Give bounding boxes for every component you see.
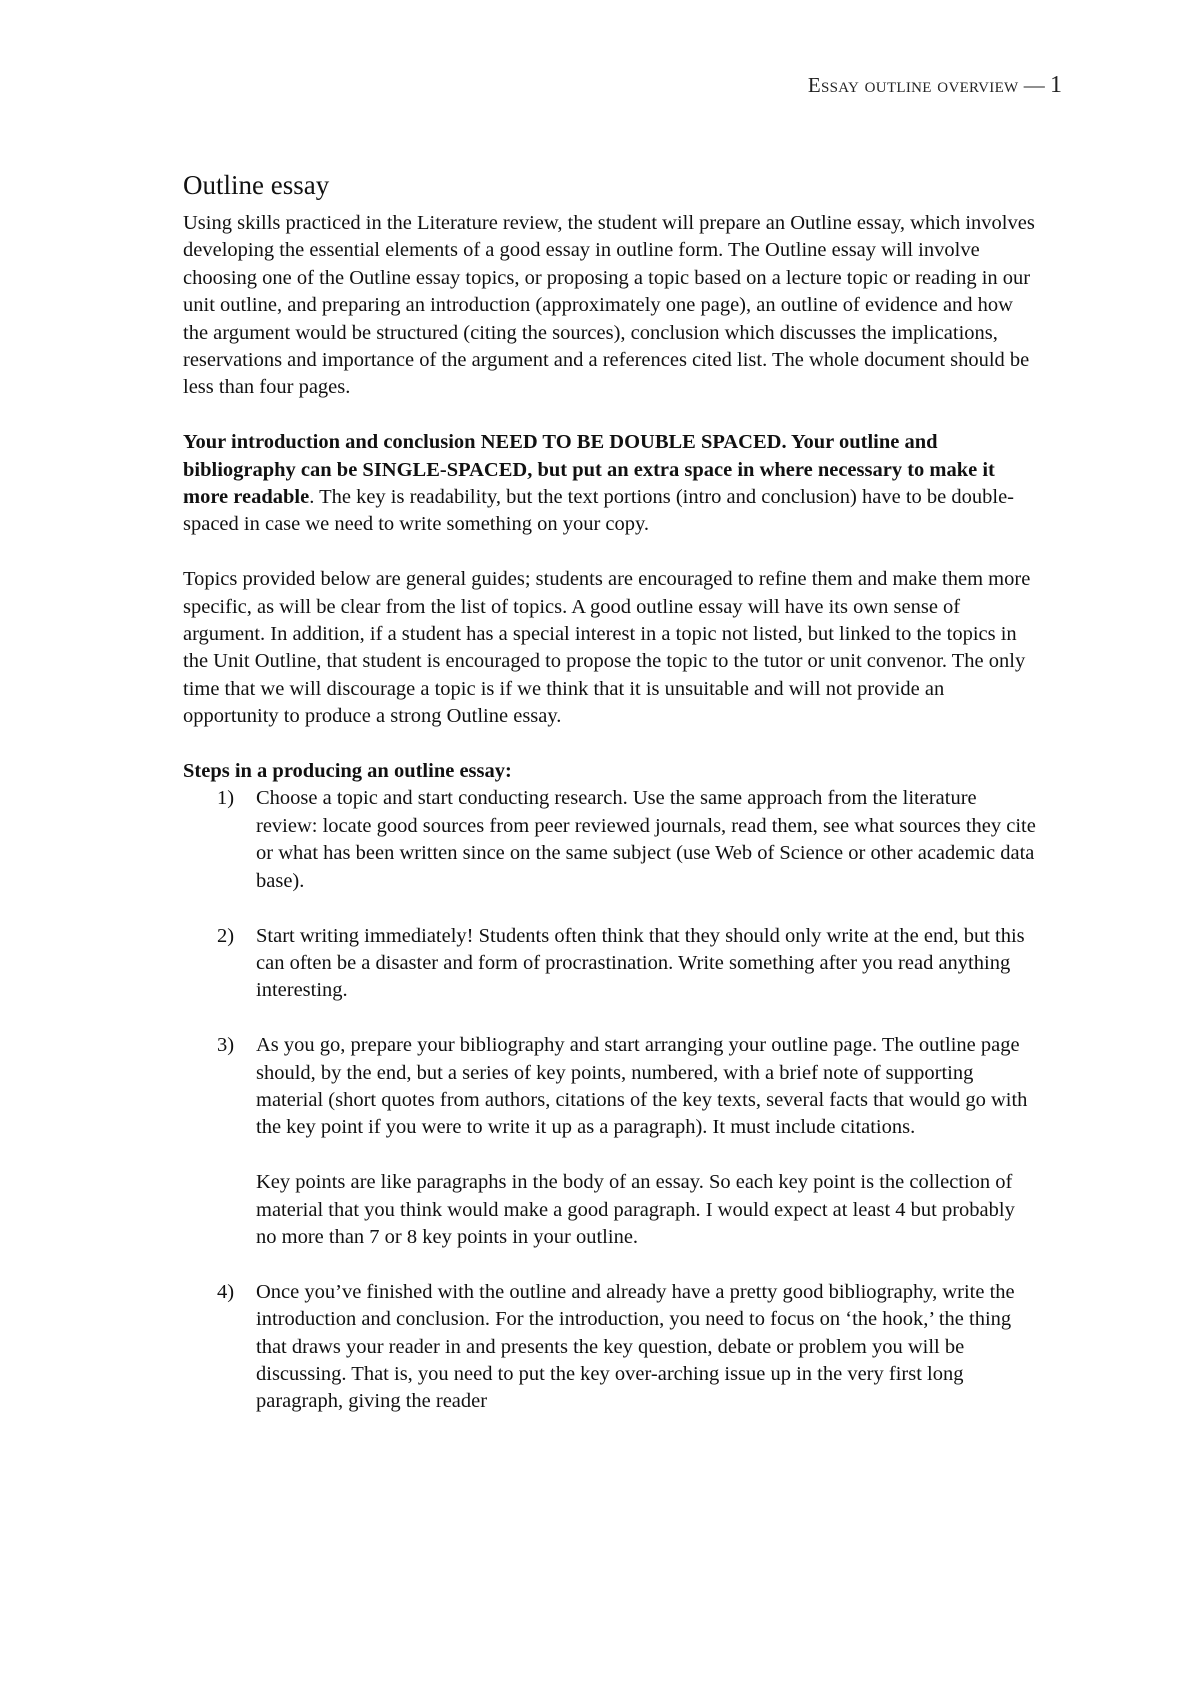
document-body <box>183 168 1037 1443</box>
running-header-title: Essay outline overview <box>807 73 1019 97</box>
step-paragraph: As you go, prepare your bibliography and start arranging your outline page. The outline page should, by the end, but a series of key points, numbered, with a brief note of supporting material (short quotes from authors, citations of the key texts, several facts that would go with the key point if you were to write it up as a paragraph). It must include citations. <box>256 1034 1028 1139</box>
topics-paragraph: Topics provided below are general guides; students are encouraged to refine them and make them more specific, as will be clear from the list of topics. A good outline essay will have its own sense of argument. In addition, if a student has a special interest in a topic not listed, but linked to the topics in the Unit Outline, that student is encouraged to propose the topic to the tutor or unit convenor. The only time that we will discourage a topic is if we think that it is unsuitable and will not provide an opportunity to produce a strong Outline essay. <box>183 568 1031 728</box>
spacing-paragraph <box>183 429 1037 539</box>
list-marker: 3) <box>217 1034 235 1057</box>
list-item <box>183 785 1037 895</box>
step-paragraph: Start writing immediately! Students often think that they should only write at the end, but this can often be a disaster and form of procrastination. Write something after you read anything interesting. <box>256 924 1025 1002</box>
running-header <box>808 72 1062 99</box>
list-item <box>183 1032 1037 1251</box>
intro-paragraph: Using skills practiced in the Literature review, the student will prepare an Outline essay, which involves developing the essential elements of a good essay in outline form. The Outline essay will involve choosing one of the Outline essay topics, or proposing a topic based on a lecture topic or reading in our unit outline, and preparing an introduction (approximately one page), an outline of evidence and how the argument would be structured (citing the sources), conclusion which discusses the implications, reservations and importance of the argument and a references cited list. The whole document should be less than four pages. <box>183 212 1035 399</box>
steps-heading: Steps in a producing an outline essay: <box>183 760 512 783</box>
list-item <box>183 923 1037 1005</box>
step-paragraph: Choose a topic and start conducting research. Use the same approach from the literature review: locate good sources from peer reviewed journals, read them, see what sources they cite or what has been written since on the same subject (use Web of Science or other academic data base). <box>256 787 1036 892</box>
list-item <box>183 1279 1037 1416</box>
steps-list <box>183 785 1037 1415</box>
list-marker: 4) <box>217 1280 235 1303</box>
page-number: 1 <box>1050 72 1062 98</box>
step-paragraph: Key points are like paragraphs in the body of an essay. So each key point is the collection of material that you think would make a good paragraph. I would expect at least 4 but probably no more than 7 or 8 key points in your outline. <box>256 1171 1015 1248</box>
list-marker: 2) <box>217 924 235 947</box>
running-header-separator: — <box>1018 73 1050 97</box>
document-title: Outline essay <box>183 170 330 200</box>
list-marker: 1) <box>217 787 235 810</box>
spacing-paragraph-normal: . The key is readability, but the text portions (intro and conclusion) have to be double-spaced in case we need to write something on your copy. <box>183 486 1015 536</box>
step-paragraph: Once you’ve finished with the outline and already have a pretty good bibliography, write the introduction and conclusion. For the introduction, you need to focus on ‘the hook,’ the thing that draws your reader in and presents the key question, debate or problem you will be discussing. That is, you need to put the key over-arching issue up in the very first long paragraph, giving the reader <box>256 1280 1015 1413</box>
spacing-paragraph-bold: Your introduction and conclusion NEED TO BE DOUBLE SPACED. Your outline and bibliography can be SINGLE-SPACED, but put an extra space in where necessary to make it more readable <box>183 431 995 509</box>
